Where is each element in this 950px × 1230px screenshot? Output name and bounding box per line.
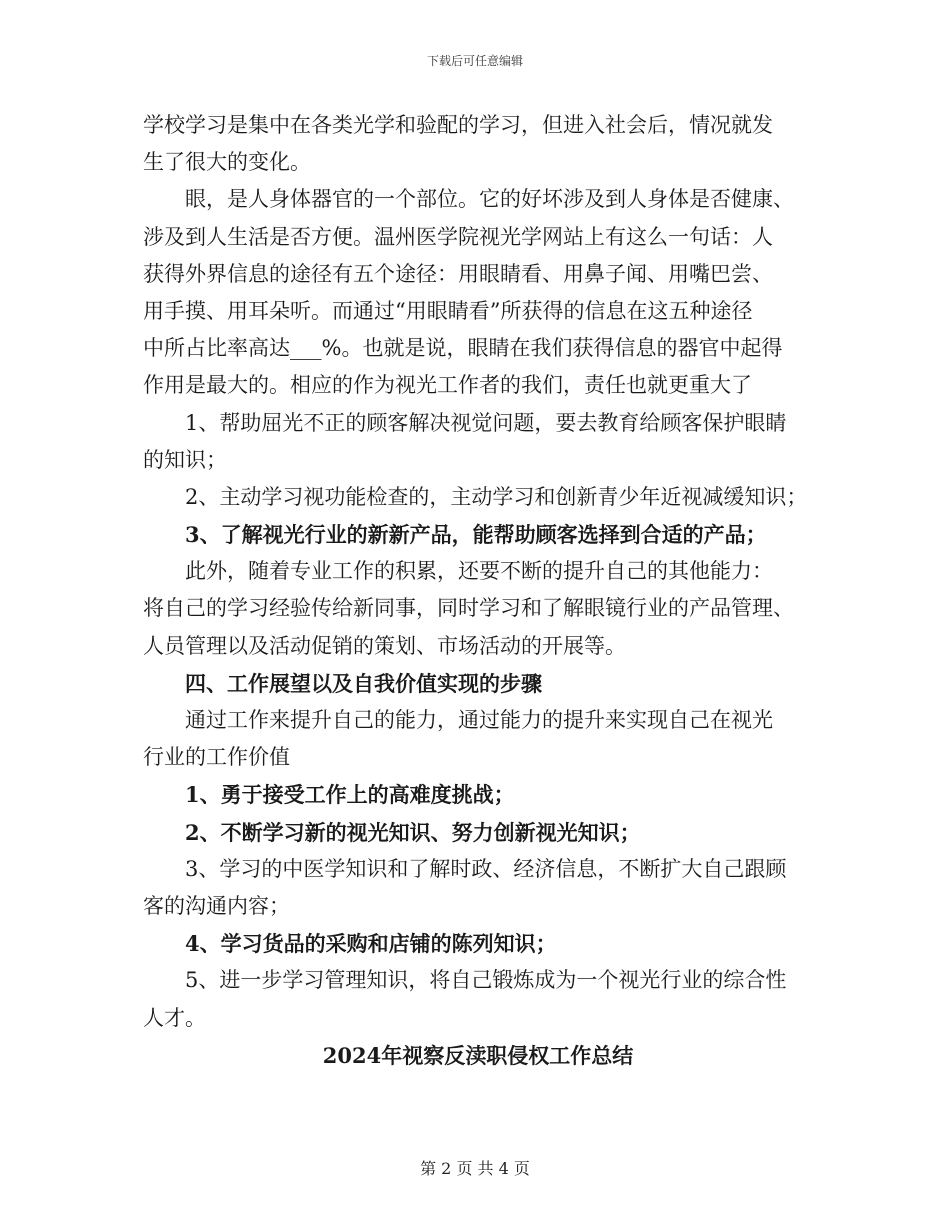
paragraph-line: 此外，随着专业工作的积累，还要不断的提升自己的其他能力： xyxy=(185,559,773,584)
page-header: 下载后可任意编辑 xyxy=(426,54,523,68)
list-item-line: 人才。 xyxy=(143,1005,206,1030)
paragraph-line: 人员管理以及活动促销的策划、市场活动的开展等。 xyxy=(143,633,626,658)
list-item-line-bold: 4、学习货品的采购和店铺的陈列知识； xyxy=(185,931,557,957)
paragraph-line: 用手摸、用耳朵听。而通过“用眼睛看”所获得的信息在这五种途径 xyxy=(143,298,753,323)
list-item-line: 客的沟通内容； xyxy=(143,893,290,918)
paragraph-line: 行业的工作价值 xyxy=(143,745,290,770)
list-item-line: 2、主动学习视功能检查的，主动学习和创新青少年近视减缓知识； xyxy=(185,484,808,509)
section-heading: 四、工作展望以及自我价值实现的步骤 xyxy=(185,670,542,696)
list-item-line: 5、进一步学习管理知识，将自己锻炼成为一个视光行业的综合性 xyxy=(185,968,787,993)
paragraph-line: 作用是最大的。相应的作为视光工作者的我们，责任也就更重大了 xyxy=(143,373,752,398)
paragraph-line: 涉及到人生活是否方便。温州医学院视光学网站上有这么一句话：人 xyxy=(143,224,773,249)
paragraph-line: 生了很大的变化。 xyxy=(143,150,311,175)
section-title: 2024年视察反渎职侵权工作总结 xyxy=(322,1042,634,1068)
paragraph-line: 通过工作来提升自己的能力，通过能力的提升来实现自己在视光 xyxy=(185,708,773,732)
list-item-line-bold: 3、了解视光行业的新新产品，能帮助顾客选择到合适的产品； xyxy=(185,522,767,548)
paragraph-line: 眼，是人身体器官的一个部位。它的好坏涉及到人身体是否健康、 xyxy=(185,187,794,212)
paragraph-line: 中所占比率高达___%。也就是说，眼睛在我们获得信息的器官中起得 xyxy=(143,336,783,361)
paragraph-line: 将自己的学习经验传给新同事，同时学习和了解眼镜行业的产品管理、 xyxy=(143,596,794,621)
list-item-line: 1、帮助屈光不正的顾客解决视觉问题，要去教育给顾客保护眼睛 xyxy=(185,410,787,435)
list-item-line-bold: 1、勇于接受工作上的高难度挑战； xyxy=(185,782,515,808)
page-footer: 第 2 页 共 4 页 xyxy=(420,1159,530,1178)
list-item-line: 3、学习的中医学知识和了解时政、经济信息，不断扩大自己跟顾 xyxy=(185,856,787,881)
paragraph-line: 获得外界信息的途径有五个途径：用眼睛看、用鼻子闻、用嘴巴尝、 xyxy=(143,261,773,286)
list-item-line: 的知识； xyxy=(143,447,227,472)
list-item-line-bold: 2、不断学习新的视光知识、努力创新视光知识； xyxy=(185,819,641,845)
document-body xyxy=(143,107,813,1074)
paragraph-line: 学校学习是集中在各类光学和验配的学习，但进入社会后，情况就发 xyxy=(143,113,773,137)
